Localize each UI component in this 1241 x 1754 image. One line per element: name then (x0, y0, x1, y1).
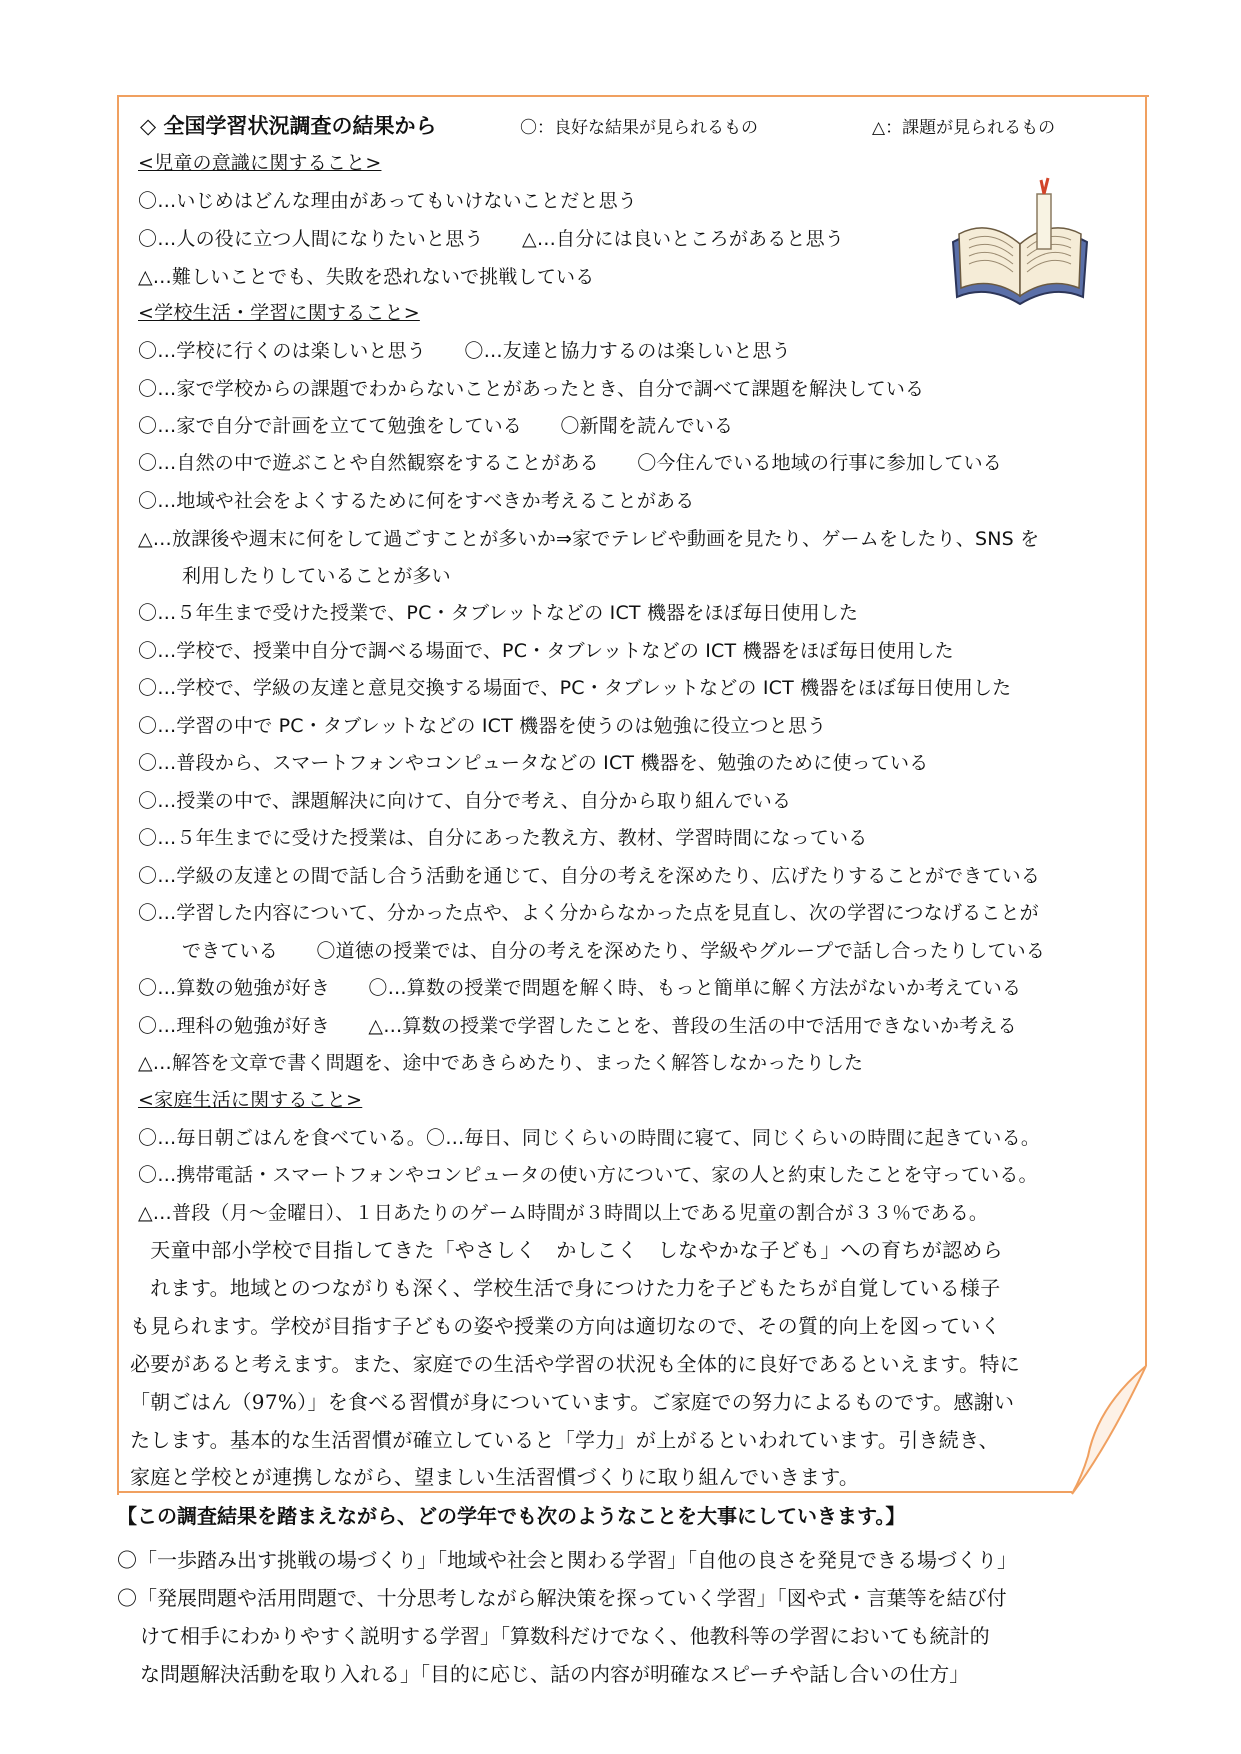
list-item: 〇…学習した内容について、分かった点や、よく分からなかった点を見直し、次の学習につなげることが (138, 902, 1039, 924)
list-item: 〇…授業の中で、課題解決に向けて、自分で考え、自分から取り組んでいる (138, 790, 792, 812)
summary-line: たします。基本的な生活習慣が確立していると「学力」が上がるといわれています。引き続き、 (130, 1428, 999, 1452)
list-item: できている 〇道徳の授業では、自分の考えを深めたり、学級やグループで話し合ったりしている (182, 940, 1046, 962)
summary-line: 天童中部小学校で目指してきた「やさしく かしこく しなやかな子ども」への育ちが認めら (130, 1238, 1003, 1262)
list-item: △…放課後や週末に何をして過ごすことが多いか⇒家でテレビや動画を見たり、ゲームをしたり、SNS を (138, 528, 1040, 550)
legend-bad: △：課題が見られるもの (872, 118, 1056, 138)
list-item: 〇…家で学校からの課題でわからないことがあったとき、自分で調べて課題を解決している (138, 378, 925, 400)
list-item: 〇…算数の勉強が好き 〇…算数の授業で問題を解く時、もっと簡単に解く方法がないか考えている (138, 977, 1022, 999)
list-item: 利用したりしていることが多い (182, 565, 451, 587)
list-item: 〇…５年生までに受けた授業は、自分にあった教え方、教材、学習時間になっている (138, 827, 868, 849)
list-item: 〇…家で自分で計画を立てて勉強をしている 〇新聞を読んでいる (138, 415, 734, 437)
list-item: 〇…５年生まで受けた授業で、PC・タブレットなどの ICT 機器をほぼ毎日使用した (138, 602, 859, 624)
summary-line: も見られます。学校が目指す子どもの姿や授業の方向は適切なので、その質的向上を図っていく (130, 1314, 1001, 1338)
list-item: 〇…人の役に立つ人間になりたいと思う △…自分には良いところがあると思う (138, 228, 845, 250)
page-title: ◇ 全国学習状況調査の結果から (140, 114, 437, 138)
section-awareness: <児童の意識に関すること> (138, 152, 382, 174)
summary-line: 「朝ごはん（97%）」を食べる習慣が身についています。ご家庭での努力によるものです。感謝い (130, 1390, 1015, 1414)
list-item: 〇…学校で、学級の友達と意見交換する場面で、PC・タブレットなどの ICT 機器をほぼ毎日使用した (138, 677, 1012, 699)
summary-line: 家庭と学校とが連携しながら、望ましい生活習慣づくりに取り組んでいきます。 (130, 1465, 860, 1489)
list-item: △…解答を文章で書く問題を、途中であきらめたり、まったく解答しなかったりした (138, 1052, 864, 1074)
list-item: 〇…毎日朝ごはんを食べている。〇…毎日、同じくらいの時間に寝て、同じくらいの時間に起きている。 (138, 1127, 1041, 1149)
bottom-line: 〇「発展問題や活用問題で、十分思考しながら解決策を探っていく学習」「図や式・言葉等を結び付 (117, 1586, 1007, 1610)
list-item: 〇…いじめはどんな理由があってもいけないことだと思う (138, 190, 638, 212)
list-item: 〇…学校に行くのは楽しいと思う 〇…友達と協力するのは楽しいと思う (138, 340, 791, 362)
list-item: 〇…学習の中で PC・タブレットなどの ICT 機器を使うのは勉強に役立つと思う (138, 715, 827, 737)
bottom-title: 【この調査結果を踏まえながら、どの学年でも次のようなことを大事にしていきます。】 (117, 1504, 906, 1528)
list-item: 〇…理科の勉強が好き △…算数の授業で学習したことを、普段の生活の中で活用できないか考える (138, 1015, 1017, 1037)
bottom-line: けて相手にわかりやすく説明する学習」「算数科だけでなく、他教科等の学習においても統計的 (140, 1624, 990, 1648)
list-item: 〇…携帯電話・スマートフォンやコンピュータの使い方について、家の人と約束したことを守っている。 (138, 1164, 1038, 1186)
list-item: 〇…地域や社会をよくするために何をすべきか考えることがある (138, 490, 695, 512)
header (140, 110, 436, 140)
summary-line: れます。地域とのつながりも深く、学校生活で身につけた力を子どもたちが自覚している様子 (130, 1276, 1001, 1300)
section-home: <家庭生活に関すること> (138, 1089, 363, 1111)
summary-line: 必要があると考えます。また、家庭での生活や学習の状況も全体的に良好であるといえます。特に (130, 1352, 1020, 1376)
list-item: △…難しいことでも、失敗を恐れないで挑戦している (138, 266, 595, 288)
list-item: 〇…学校で、授業中自分で調べる場面で、PC・タブレットなどの ICT 機器をほぼ毎日使用した (138, 640, 954, 662)
list-item: 〇…自然の中で遊ぶことや自然観察をすることがある 〇今住んでいる地域の行事に参加している (138, 452, 1003, 474)
bottom-line: 〇「一歩踏み出す挑戦の場づくり」「地域や社会と関わる学習」「自他の良さを発見できる場づくり」 (117, 1548, 1017, 1572)
open-book-icon (945, 172, 1095, 322)
bottom-line: な問題解決活動を取り入れる」「目的に応じ、話の内容が明確なスピーチや話し合いの仕方」 (140, 1662, 970, 1686)
section-school: <学校生活・学習に関すること> (138, 302, 420, 324)
list-item: 〇…学級の友達との間で話し合う活動を通じて、自分の考えを深めたり、広げたりすることができている (138, 865, 1041, 887)
legend-good: 〇：良好な結果が見られるもの (520, 118, 758, 138)
frame-bottom-edge (117, 1491, 1072, 1493)
list-item: △…普段（月～金曜日）、１日あたりのゲーム時間が３時間以上である児童の割合が３３％である。 (138, 1202, 989, 1224)
frame-right-edge (1145, 95, 1147, 1330)
list-item: 〇…普段から、スマートフォンやコンピュータなどの ICT 機器を、勉強のために使っている (138, 752, 929, 774)
